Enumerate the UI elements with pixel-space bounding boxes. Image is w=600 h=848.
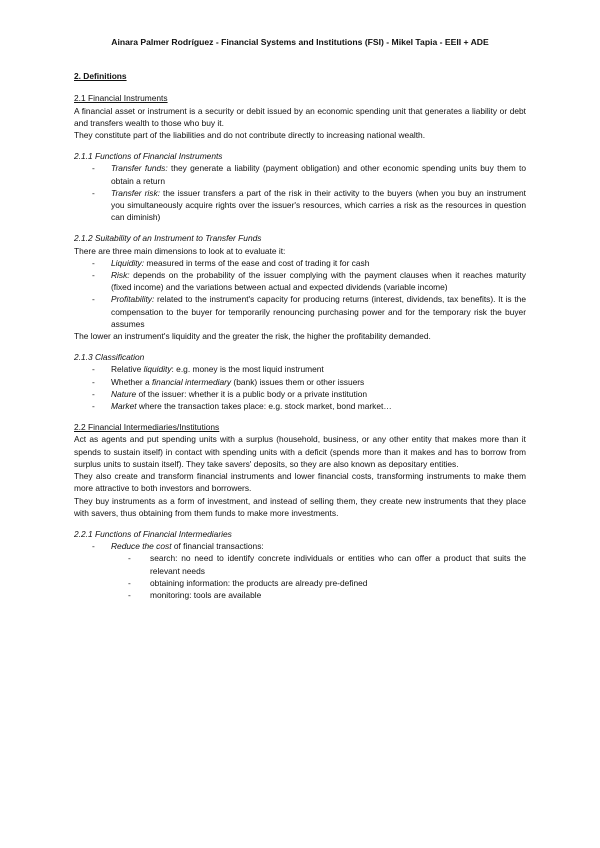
list-item [74, 187, 526, 224]
intermediary-functions-list [74, 540, 526, 552]
item-term: Transfer funds: [111, 163, 168, 174]
item-term: Transfer risk: [111, 187, 160, 198]
item-term: Reduce the cost [111, 541, 172, 552]
section-2-1-1-title: 2.1.1 Functions of Financial Instruments [74, 151, 223, 162]
item-text: of the issuer: whether it is a public body or a private institution [136, 388, 368, 399]
sub-list-item: - monitoring: tools are available [74, 589, 526, 601]
suitability-list [74, 257, 526, 330]
item-text: where the transaction takes place: e.g. stock market, bond market… [136, 401, 392, 412]
item-term: financial intermediary [151, 376, 232, 387]
section-2-2-paragraph-3: They buy instruments as a form of investment, and instead of selling them, they create new instruments that they place with savers, thus obtaining from them funds to make more investments. [74, 495, 526, 518]
list-item [74, 293, 526, 330]
item-term: Risk: [111, 270, 130, 281]
cost-reduction-sublist [74, 552, 526, 601]
item-term: Market [111, 401, 137, 412]
section-2-1-paragraph-2: They constitute part of the liabilities and do not contribute directly to increasing national wealth. [74, 130, 426, 141]
item-term: Nature [111, 388, 137, 399]
functions-list [74, 162, 526, 223]
item-text: measured in terms of the ease and cost of trading it for cash [144, 257, 370, 268]
section-2-1-2-outro: The lower an instrument's liquidity and the greater the risk, the higher the profitability demanded. [74, 331, 431, 342]
sub-list-item: - search: no need to identify concrete individuals or entities who can offer a product that suits the relevant needs [74, 552, 526, 576]
page-header: Ainara Palmer Rodríguez - Financial Systems and Institutions (FSI) - Mikel Tapia - EEII + ADE [111, 37, 489, 47]
item-text: the issuer transfers a part of the risk in their activity to the buyers (when you buy an instrument you simultaneously acquire rights over the issuer's resources, which carries a risk as the resources in question can diminish) [111, 187, 526, 223]
section-2-2-paragraph-2: They also create and transform financial instruments and lower financial costs, transforming instruments to make them more attractive to both investors and borrowers. [74, 471, 526, 494]
item-text: depends on the probability of the issuer complying with the payment clauses when it reaches maturity (fixed income) and the variations between actual and expected dividends (variable income) [111, 270, 526, 293]
section-2-1-paragraph-1: A financial asset or instrument is a security or debit issued by an economic spending unit that generates a liability or debt and transfers wealth to those who buy it. [74, 105, 526, 128]
section-2-1-3-title: 2.1.3 Classification [74, 352, 145, 363]
item-prefix: Whether a [111, 376, 152, 387]
list-item [74, 400, 526, 412]
section-2-1-title: 2.1 Financial Instruments [74, 93, 168, 104]
section-2-2-1-title: 2.2.1 Functions of Financial Intermediaries [74, 528, 232, 539]
section-2-1-2-title: 2.1.2 Suitability of an Instrument to Transfer Funds [74, 233, 262, 244]
sub-list-item: - obtaining information: the products are already pre-defined [74, 577, 526, 589]
section-2-2-title: 2.2 Financial Intermediaries/Institutions [74, 422, 220, 433]
section-2-2-paragraph-1: Act as agents and put spending units with a surplus (household, business, or any other entity that makes more than it spends to sustain itself) in contact with spending units with a deficit (spends more than it makes and has to borrow from surplus units to sustain itself). They take savers' deposits, so they are also known as depositary entities. [74, 434, 526, 469]
list-item [74, 269, 526, 293]
item-text: related to the instrument's capacity for producing returns (interest, dividends, tax benefits). It is the compensation to the buyer for temporarily renouncing purchasing power and for the temporary risk the buyer assumes [111, 294, 526, 329]
section-2-title: 2. Definitions [74, 71, 127, 82]
list-item [74, 257, 526, 269]
item-text: : e.g. money is the most liquid instrument [171, 364, 324, 375]
item-term: Profitability: [111, 294, 155, 305]
list-item [74, 376, 526, 388]
item-prefix: Relative [111, 364, 144, 375]
item-text: they generate a liability (payment obligation) and other economic spending units buy them to obtain a return [111, 163, 526, 186]
section-2-1-2-intro: There are three main dimensions to look at to evaluate it: [74, 245, 286, 256]
list-item [74, 162, 526, 186]
item-text: of financial transactions: [171, 541, 264, 552]
list-item [74, 540, 526, 552]
item-term: Liquidity: [111, 257, 145, 268]
item-term: liquidity [143, 364, 172, 375]
classification-list [74, 363, 526, 412]
item-text: (bank) issues them or other issuers [231, 376, 365, 387]
list-item [74, 363, 526, 375]
list-item [74, 388, 526, 400]
